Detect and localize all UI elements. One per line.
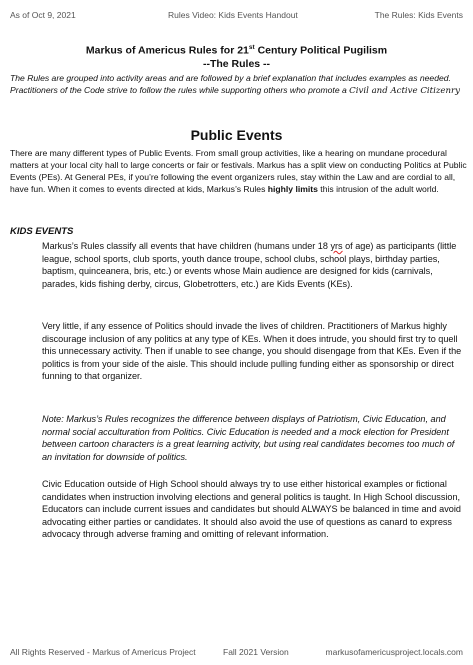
section-heading-public-events: Public Events [190, 127, 283, 143]
kids-events-paragraph-1 [42, 240, 466, 290]
public-events-text: There are many different types of Public Events. From small group activities, like a hearing on mundane procedural matters at your local city hall to large concerts or fair or festivals. Markus has a split view on conducting Politics at Public Events (PEs). At General PEs, if you’re following the event organizers rules, stay within the Law and are cordial to all, have fun. When it comes to events directed at kids, Markus’s Rules [10, 148, 467, 194]
p1-text-end: of age) as participants (little league, school sports, club sports, youth dance troupe, school clubs, school plays, birthday parties, baptism, quinceanera, bris, etc.) or events whose Main audience are designed for kids (carnivals, parades, kids fishing derby, circus, Globetrotters, etc.) are Kids Events (KEs). [42, 241, 457, 289]
kids-events-heading: KIDS EVENTS [10, 226, 74, 237]
intro-paragraph [10, 72, 468, 97]
document-subtitle: --The Rules -- [202, 58, 271, 70]
header-date: As of Oct 9, 2021 [10, 10, 76, 20]
title-text-end: Century Political Pugilism [254, 44, 388, 57]
header-video-title: Rules Video: Kids Events Handout [168, 10, 298, 20]
footer-url: markusofamericusproject.locals.com [325, 647, 463, 657]
kids-events-note: Note: Markus’s Rules recognizes the difference between displays of Patriotism, Civic Education, and normal social acculturation from Politics. Civic Education is needed and a mock election for President between cartoon characters is a great learning activity, but using real candidates becomes too much of an invitation for downside of politics. [42, 414, 455, 462]
kids-events-paragraph-4: Civic Education outside of High School should always try to use either historical examples or fictional candidates when instruction involving elections and general politics is taught. In High School discussion, Educators can include current issues and candidates but should ALWAYS be balanced in time and avoid advocating either parties or candidates. It should also avoid the use of questions as canard to express advocacy through adverse framing and omitting of relevant information. [42, 479, 461, 540]
public-events-text-end: this intrusion of the adult world. [317, 184, 439, 194]
document-title [0, 44, 473, 57]
p1-text: Markus’s Rules classify all events that have children (humans under 18 [42, 241, 331, 251]
intro-script-text: Civil and Active Citizenry [349, 86, 460, 96]
intro-text: The Rules are grouped into activity areas and are followed by a brief explanation that includes examples as needed. Practitioners of the Code strive to follow the rules while supporting others who promote a [10, 73, 451, 95]
footer-version: Fall 2021 Version [223, 647, 289, 657]
header-section: The Rules: Kids Events [374, 10, 463, 20]
title-text: Markus of Americus Rules for 21 [85, 44, 249, 57]
footer-copyright: All Rights Reserved - Markus of Americus Project [10, 647, 196, 657]
title-ordinal-suffix: st [248, 44, 255, 51]
spellcheck-flagged-word: yrs [330, 241, 343, 251]
public-events-paragraph [10, 147, 468, 195]
public-events-emphasis: highly limits [267, 184, 318, 194]
kids-events-paragraph-2: Very little, if any essence of Politics should invade the lives of children. Practitioners of Markus highly discourage inclusion of any politics at any type of KEs. When it does intrude, you should first try to quell this unnecessary activity. Then if unable to see change, you should disengage from that KEs. Even if the politics is from your side of the aisle. This should include pulling funding either as sponsorship or direct funning to that organizer. [42, 321, 462, 382]
